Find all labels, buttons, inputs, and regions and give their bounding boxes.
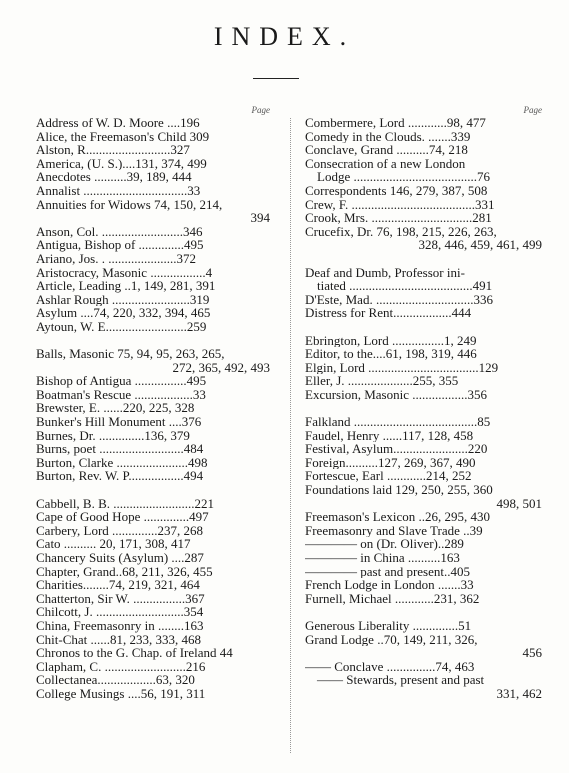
index-entry: Freemason's Lexicon ..26, 295, 430 bbox=[305, 510, 491, 524]
index-entry: Cabbell, B. B. .........................221 bbox=[36, 496, 215, 511]
index-entry: Foundations laid 129, 250, 255, 360 bbox=[305, 483, 493, 497]
page-heading-right: Page bbox=[523, 105, 542, 115]
index-entry: 328, 446, 459, 461, 499 bbox=[418, 238, 542, 252]
index-entry: Charities........74, 219, 321, 464 bbox=[36, 578, 200, 592]
index-entry: Carbery, Lord ..............237, 268 bbox=[36, 523, 204, 538]
index-entry: Consecration of a new London bbox=[305, 156, 466, 171]
index-entry: Ashlar Rough ........................319 bbox=[36, 292, 210, 307]
index-entry: 394 bbox=[250, 211, 270, 225]
index-entry: Antigua, Bishop of ..............495 bbox=[36, 238, 204, 252]
index-entry: tiated ......................................491 bbox=[317, 279, 493, 293]
index-entry: Burton, Clarke ......................498 bbox=[36, 455, 208, 470]
index-entry: D'Este, Mad. ..............................336 bbox=[305, 292, 493, 307]
index-entry: Anson, Col. .........................346 bbox=[36, 224, 203, 239]
index-gap bbox=[305, 401, 542, 415]
index-entry: Distress for Rent..................444 bbox=[305, 306, 472, 320]
index-entry: Freemasonry and Slave Trade ..39 bbox=[305, 523, 483, 538]
index-gap bbox=[305, 320, 542, 334]
index-entry: ———— on (Dr. Oliver)..289 bbox=[305, 537, 464, 551]
index-entry: Collectanea..................63, 320 bbox=[36, 673, 195, 687]
index-entry: Aristocracy, Masonic .................4 bbox=[36, 265, 213, 280]
index-column-right bbox=[305, 104, 542, 701]
index-entry: Chilcott, J. ...........................354 bbox=[36, 605, 204, 619]
index-gap bbox=[305, 605, 542, 619]
index-entry: Generous Liberality ..............51 bbox=[305, 618, 472, 633]
index-entry: Chapter, Grand..68, 211, 326, 455 bbox=[36, 564, 213, 579]
index-entry: ———— past and present..405 bbox=[305, 564, 471, 579]
index-entry: Article, Leading ..1, 149, 281, 391 bbox=[36, 279, 216, 293]
index-entry: Grand Lodge ..70, 149, 211, 326, bbox=[305, 632, 478, 647]
index-entry: Faudel, Henry ......117, 128, 458 bbox=[305, 428, 474, 443]
index-list-left bbox=[36, 116, 270, 701]
title-rule bbox=[253, 78, 299, 79]
index-entry: Burnes, Dr. ..............136, 379 bbox=[36, 428, 190, 443]
index-entry: Annalist ................................33 bbox=[36, 183, 201, 198]
index-entry: Chatterton, Sir W. ................367 bbox=[36, 591, 205, 606]
index-entry: Lodge ......................................76 bbox=[317, 170, 490, 184]
index-entry: Alston, R..........................327 bbox=[36, 143, 190, 157]
index-entry: Combermere, Lord ............98, 477 bbox=[305, 116, 486, 130]
index-gap bbox=[36, 483, 270, 497]
index-entry: Burton, Rev. W. P.................494 bbox=[36, 469, 204, 484]
index-entry: Crucefix, Dr. 76, 198, 215, 226, 263, bbox=[305, 224, 497, 239]
index-entry: 456 bbox=[522, 646, 542, 660]
index-entry: Bunker's Hill Monument ....376 bbox=[36, 415, 202, 429]
index-entry: Crook, Mrs. ...............................281 bbox=[305, 211, 492, 225]
index-entry: Elgin, Lord ..................................129 bbox=[305, 360, 499, 375]
index-entry: Conclave, Grand ..........74, 218 bbox=[305, 143, 468, 157]
index-entry: Address of W. D. Moore ....196 bbox=[36, 116, 200, 130]
index-entry: Clapham, C. .........................216 bbox=[36, 659, 206, 674]
index-list-right bbox=[305, 116, 542, 701]
index-entry: Correspondents 146, 279, 387, 508 bbox=[305, 183, 488, 198]
index-entry: Eller, J. ....................255, 355 bbox=[305, 374, 459, 388]
index-entry: Balls, Masonic 75, 94, 95, 263, 265, bbox=[36, 347, 225, 361]
index-entry: Crew, F. ......................................331 bbox=[305, 197, 495, 212]
index-entry: Annuities for Widows 74, 150, 214, bbox=[36, 197, 223, 212]
index-entry: French Lodge in London .......33 bbox=[305, 578, 474, 592]
index-entry: Falkland ......................................85 bbox=[305, 415, 491, 429]
index-entry: Boatman's Rescue ..................33 bbox=[36, 387, 206, 402]
page-title: INDEX. bbox=[213, 22, 356, 51]
index-entry: Anecdotes ..........39, 189, 444 bbox=[36, 170, 192, 184]
index-column-left bbox=[36, 104, 270, 701]
index-entry: Ariano, Jos. . .....................372 bbox=[36, 251, 196, 266]
index-entry: China, Freemasonry in ........163 bbox=[36, 618, 204, 633]
index-entry: —— Stewards, present and past bbox=[317, 673, 485, 687]
index-entry: Foreign..........127, 269, 367, 490 bbox=[305, 455, 476, 470]
index-entry: —— Conclave ...............74, 463 bbox=[305, 659, 475, 674]
index-entry: Burns, poet ..........................484 bbox=[36, 442, 204, 456]
index-entry: Editor, to the....61, 198, 319, 446 bbox=[305, 347, 477, 361]
index-entry: Deaf and Dumb, Professor ini- bbox=[305, 265, 465, 280]
page-heading-left: Page bbox=[251, 105, 270, 115]
index-entry: Ebrington, Lord ................1, 249 bbox=[305, 333, 477, 348]
index-entry: Festival, Asylum.......................220 bbox=[305, 442, 488, 456]
index-entry: America, (U. S.)....131, 374, 499 bbox=[36, 156, 207, 171]
index-entry: Chit-Chat ......81, 233, 333, 468 bbox=[36, 632, 202, 647]
index-entry: Brewster, E. ......220, 225, 328 bbox=[36, 401, 195, 416]
index-entry: Asylum ....74, 220, 332, 394, 465 bbox=[36, 306, 211, 320]
index-entry: College Musings ....56, 191, 311 bbox=[36, 686, 206, 701]
index-entry: Fortescue, Earl ............214, 252 bbox=[305, 469, 472, 484]
index-gap bbox=[305, 252, 542, 266]
index-entry: Chronos to the G. Chap. of Ireland 44 bbox=[36, 646, 233, 660]
index-entry: Excursion, Masonic .................356 bbox=[305, 387, 487, 402]
index-entry: Bishop of Antigua ................495 bbox=[36, 374, 207, 388]
index-entry: 498, 501 bbox=[496, 496, 542, 511]
column-divider bbox=[290, 118, 291, 753]
index-entry: 272, 365, 492, 493 bbox=[172, 360, 270, 375]
index-entry: Furnell, Michael ............231, 362 bbox=[305, 591, 480, 606]
index-entry: ———— in China ..........163 bbox=[305, 551, 460, 565]
index-entry: Cape of Good Hope ..............497 bbox=[36, 510, 209, 524]
index-entry: Chancery Suits (Asylum) ....287 bbox=[36, 551, 204, 565]
index-entry: Alice, the Freemason's Child 309 bbox=[36, 129, 210, 144]
index-entry: 331, 462 bbox=[496, 686, 542, 701]
index-entry: Cato .......... 20, 171, 308, 417 bbox=[36, 537, 191, 551]
index-entry: Aytoun, W. E.........................259 bbox=[36, 319, 207, 334]
index-entry: Comedy in the Clouds. .......339 bbox=[305, 129, 471, 144]
index-gap bbox=[36, 334, 270, 348]
